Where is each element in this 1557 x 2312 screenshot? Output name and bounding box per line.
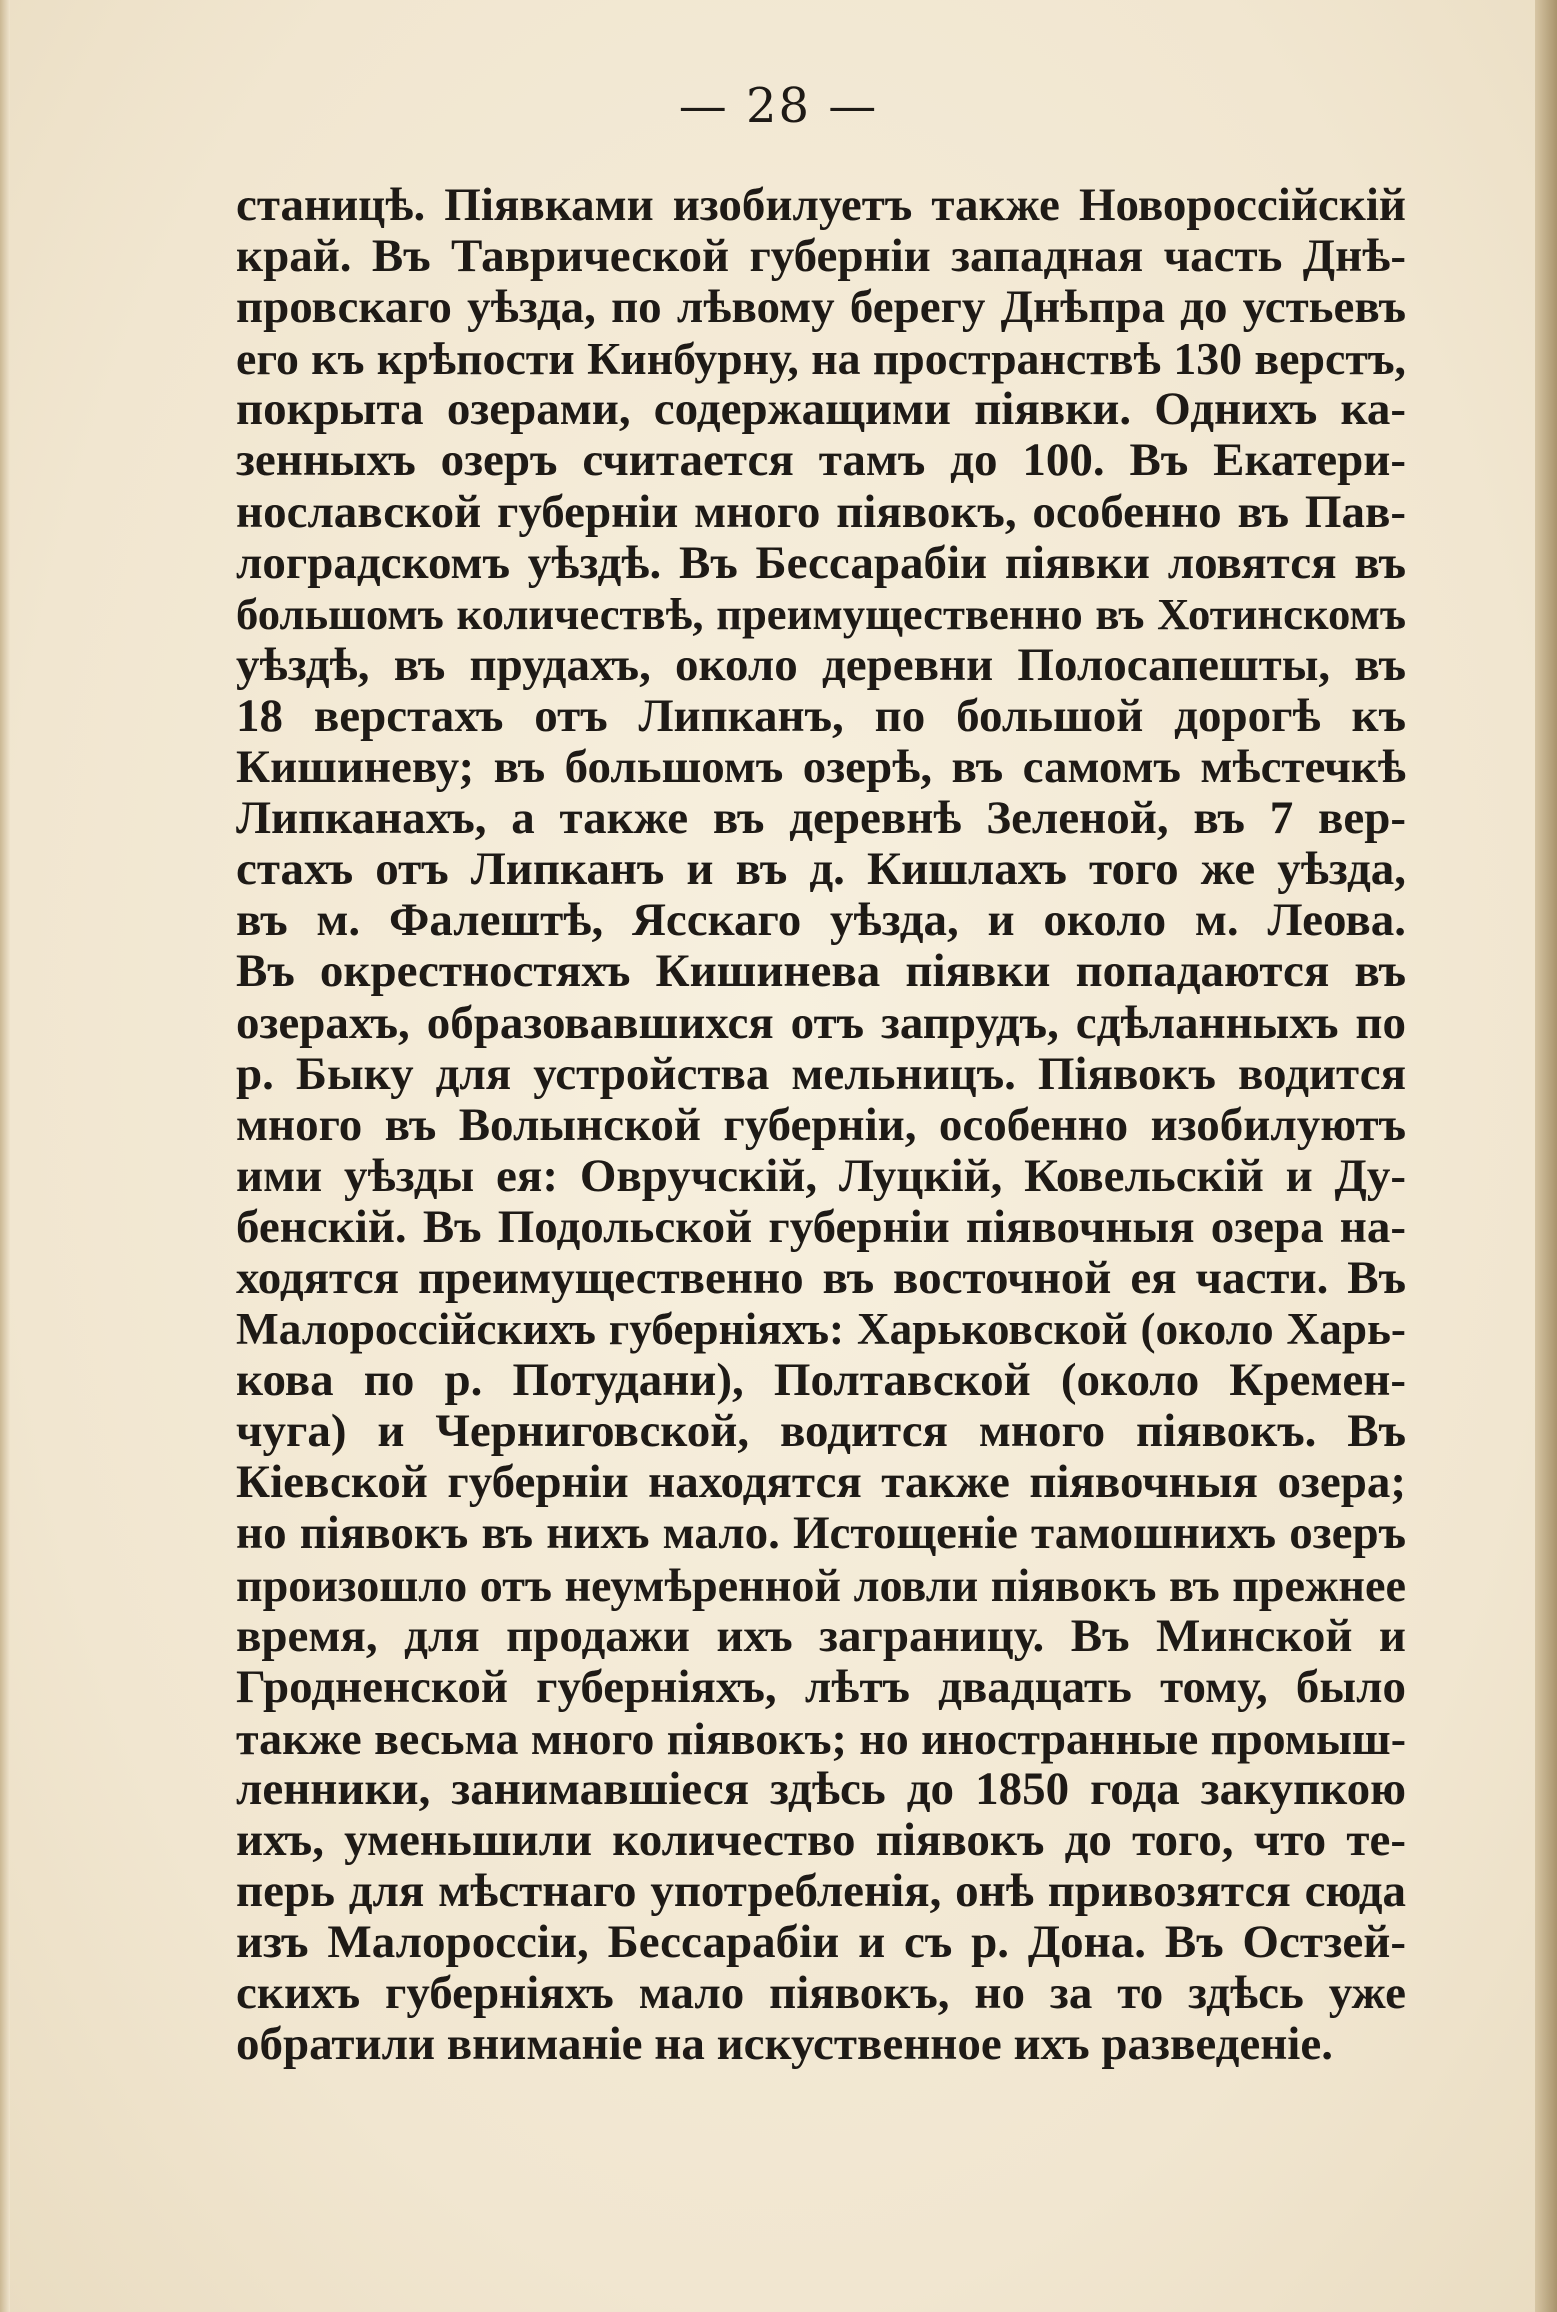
text-line: время, для продажи ихъ заграницу. Въ Минской и bbox=[236, 1610, 1406, 1662]
text-line: обратили вниманіе на искуственное ихъ разведеніе. bbox=[236, 2019, 1333, 2071]
text-line: зенныхъ озеръ считается тамъ до 100. Въ Екатери- bbox=[236, 435, 1406, 487]
text-line: Липканахъ, а также въ деревнѣ Зеленой, въ 7 вер- bbox=[236, 793, 1406, 845]
text-line: но піявокъ въ нихъ мало. Истощеніе тамошнихъ озеръ bbox=[236, 1508, 1406, 1560]
text-line: ихъ, уменьшили количество піявокъ до того, что те- bbox=[236, 1815, 1406, 1866]
text-line: большомъ количествѣ, преимущественно въ Хотинскомъ bbox=[236, 588, 1406, 639]
text-line: кова по р. Потудани), Полтавской (около Кремен- bbox=[236, 1355, 1406, 1407]
text-line: р. Быку для устройства мельницъ. Піявокъ водится bbox=[236, 1048, 1406, 1100]
text-line: стахъ отъ Липканъ и въ д. Кишлахъ того же уѣзда, bbox=[236, 844, 1406, 896]
text-line: изъ Малороссіи, Бессарабіи и съ р. Дона. Въ Остзей- bbox=[236, 1917, 1406, 1969]
text-line: лоградскомъ уѣздѣ. Въ Бессарабіи піявки ловятся въ bbox=[236, 537, 1406, 589]
text-line: ими уѣзды ея: Овручскій, Луцкій, Ковельскій и Ду- bbox=[236, 1150, 1406, 1202]
text-line: перь для мѣстнаго употребленія, онѣ привозятся сюда bbox=[236, 1866, 1406, 1918]
text-line: ходятся преимущественно въ восточной ея части. Въ bbox=[236, 1252, 1406, 1304]
text-line: Кіевской губерніи находятся также піявочныя озера; bbox=[236, 1457, 1406, 1509]
body-text bbox=[236, 180, 1406, 2070]
text-line: скихъ губерніяхъ мало піявокъ, но за то здѣсь уже bbox=[236, 1968, 1406, 2020]
page-right-edge bbox=[1535, 0, 1557, 2312]
text-line: станицѣ. Піявками изобилуетъ также Новороссійскій bbox=[236, 180, 1406, 231]
text-line: также весьма много піявокъ; но иностранные промыш- bbox=[236, 1712, 1406, 1764]
text-line: покрыта озерами, содержащими піявки. Однихъ ка- bbox=[236, 384, 1406, 436]
text-line: 18 верстахъ отъ Липканъ, по большой дорогѣ къ bbox=[236, 690, 1406, 742]
text-line: Малороссійскихъ губерніяхъ: Харьковской (около Харь- bbox=[236, 1304, 1406, 1355]
text-line: въ м. Фалештѣ, Ясскаго уѣзда, и около м. Леова. bbox=[236, 895, 1406, 947]
text-line: Въ окрестностяхъ Кишинева піявки попадаются въ bbox=[236, 946, 1406, 998]
text-line: ленники, занимавшіеся здѣсь до 1850 года закупкою bbox=[236, 1763, 1406, 1815]
text-line: много въ Волынской губерніи, особенно изобилуютъ bbox=[236, 1099, 1406, 1151]
text-line: провскаго уѣзда, по лѣвому берегу Днѣпра до устьевъ bbox=[236, 282, 1406, 334]
text-line: край. Въ Таврической губерніи западная часть Днѣ- bbox=[236, 231, 1406, 283]
text-line: бенскій. Въ Подольской губерніи піявочныя озера на- bbox=[236, 1201, 1406, 1253]
text-line: уѣздѣ, въ прудахъ, около деревни Полосапешты, въ bbox=[236, 639, 1406, 691]
text-line: озерахъ, образовавшихся отъ запрудъ, сдѣланныхъ по bbox=[236, 997, 1406, 1049]
text-line: произошло отъ неумѣренной ловли піявокъ въ прежнее bbox=[236, 1559, 1406, 1611]
text-line: нославской губерніи много піявокъ, особенно въ Пав- bbox=[236, 486, 1406, 538]
text-line: чуга) и Черниговской, водится много піявокъ. Въ bbox=[236, 1406, 1406, 1458]
text-line: Гродненской губерніяхъ, лѣтъ двадцать тому, было bbox=[236, 1661, 1406, 1713]
page-number: — 28 — bbox=[678, 78, 879, 134]
text-line: его къ крѣпости Кинбурну, на пространствѣ 130 верстъ, bbox=[236, 333, 1406, 385]
text-line: Кишиневу; въ большомъ озерѣ, въ самомъ мѣстечкѣ bbox=[236, 742, 1406, 794]
page-left-edge bbox=[0, 0, 10, 2312]
